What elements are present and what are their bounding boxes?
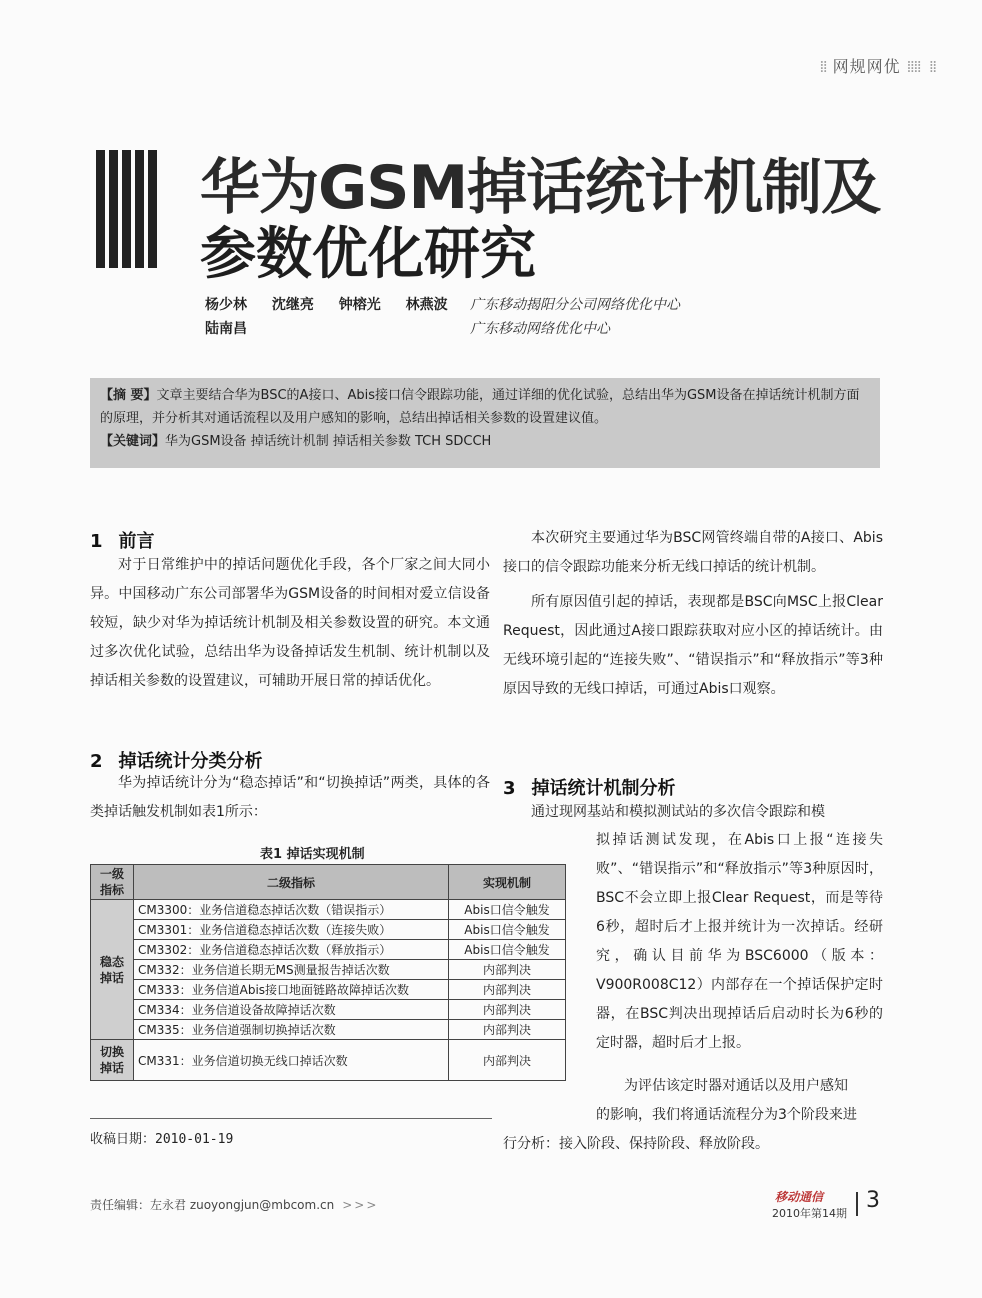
author-name: 杨少林 bbox=[205, 297, 247, 313]
page-number: 3 bbox=[866, 1188, 880, 1213]
author-name: 陆南昌 bbox=[205, 321, 247, 337]
table-row: 切换掉话 CM331：业务信道切换无线口掉话次数 内部判决 bbox=[91, 1040, 566, 1081]
editor-credit: 责任编辑：左永君 zuoyongjun@mbcom.cn >>> bbox=[90, 1198, 379, 1212]
table-header: 实现机制 bbox=[449, 865, 566, 900]
table-header: 一级指标 bbox=[91, 865, 134, 900]
section-3-body-2: 为评估该定时器对通话以及用户感知 的影响，我们将通话流程分为3个阶段来进 bbox=[596, 1078, 857, 1123]
group-cell: 切换掉话 bbox=[91, 1040, 134, 1081]
table-row: CM3301：业务信道稳态掉话次数（连接失败） Abis口信令触发 bbox=[91, 920, 566, 940]
affiliation-1: 广东移动揭阳分公司网络优化中心 bbox=[470, 297, 680, 313]
article-title-line1: 华为GSM掉话统计机制及 bbox=[200, 153, 881, 223]
table-row: CM3302：业务信道稳态掉话次数（释放指示） Abis口信令触发 bbox=[91, 940, 566, 960]
affiliations bbox=[470, 293, 680, 341]
abstract-text: 【摘 要】文章主要结合华为BSC的A接口、Abis接口信令跟踪功能，通过详细的优化试验，总结出华为GSM设备在掉话统计机制方面的原理，并分析其对通话流程以及用户感知的影响，总结出掉话相关参数的设置建议值。 bbox=[100, 388, 860, 426]
table-row: 稳态掉话 CM3300：业务信道稳态掉话次数（错误指示） Abis口信令触发 bbox=[91, 900, 566, 920]
group-cell: 稳态掉话 bbox=[91, 900, 134, 1040]
table-row: CM334：业务信道设备故障掉话次数 内部判决 bbox=[91, 1000, 566, 1020]
author-name: 沈继亮 bbox=[271, 297, 314, 313]
section-3-heading: 3 掉话统计机制分析 bbox=[503, 778, 676, 799]
author-list bbox=[205, 293, 468, 341]
section-2-heading: 2 掉话统计分类分析 bbox=[90, 751, 263, 772]
section-3-lead: 通过现网基站和模拟测试站的多次信令跟踪和模 bbox=[531, 804, 825, 820]
section-3-body-3: 行分析：接入阶段、保持阶段、释放阶段。 bbox=[503, 1136, 769, 1152]
title-decor-bars bbox=[96, 150, 186, 270]
journal-logo: 移动通信 bbox=[775, 1190, 824, 1204]
section-1-heading: 1 前言 bbox=[90, 531, 155, 552]
decor-dots-left: ⁞⁞ bbox=[819, 57, 827, 76]
keywords: 【关键词】华为GSM设备 掉话统计机制 掉话相关参数 TCH SDCCH bbox=[100, 434, 492, 449]
issue-info: 2010年第14期 bbox=[772, 1207, 847, 1220]
table-drop-mechanism bbox=[90, 864, 566, 1081]
author-name: 钟榕光 bbox=[338, 297, 381, 313]
footnote-rule bbox=[90, 1118, 492, 1119]
table-caption: 表1 掉话实现机制 bbox=[260, 847, 365, 862]
table-header: 二级指标 bbox=[134, 865, 449, 900]
section-tag bbox=[820, 54, 936, 77]
received-date: 收稿日期：2010-01-19 bbox=[90, 1132, 234, 1147]
section-2-body: 华为掉话统计分为“稳态掉话”和“切换掉话”两类，具体的各类掉话触发机制如表1所示： bbox=[90, 775, 490, 820]
table-row: CM335：业务信道强制切换掉话次数 内部判决 bbox=[91, 1020, 566, 1040]
abstract-box bbox=[90, 378, 880, 468]
section-1-body: 对于日常维护中的掉话问题优化手段，各个厂家之间大同小异。中国移动广东公司部署华为GSM设备的时间相对爱立信设备较短，缺少对华为掉话统计机制及相关参数设置的研究。本文通过多次优化试验，总结出华为设备掉话发生机制、统计机制以及掉话相关参数的设置建议，可辅助开展日常的掉话优化。 bbox=[90, 557, 490, 689]
right-column-body: 本次研究主要通过华为BSC网管终端自带的A接口、Abis接口的信令跟踪功能来分析无线口掉话的统计机制。 所有原因值引起的掉话，表现都是BSC向MSC上报Clear Request，因此通过A接口跟踪获取对应小区的掉话统计。由无线环境引起的“连接失败”、“错误指示”和“释放指示”等3种原因导致的无线口掉话，可通过Abis口观察。 bbox=[503, 530, 883, 697]
table-row: CM332：业务信道长期无MS测量报告掉话次数 内部判决 bbox=[91, 960, 566, 980]
section-3-body: 拟掉话测试发现，在Abis口上报“连接失败”、“错误指示”和“释放指示”等3种原因时，BSC不会立即上报Clear Request，而是等待6秒，超时后才上报并统计为一次掉话。经研究，确认目前华为BSC6000（版本：V900R008C12）内部存在一个掉话保护定时器，在BSC判决出现掉话后启动时长为6秒的定时器，超时后才上报。 bbox=[596, 832, 883, 1051]
page-divider bbox=[856, 1192, 858, 1216]
affiliation-2: 广东移动网络优化中心 bbox=[470, 321, 610, 337]
section-tag-text: 网规网优 bbox=[832, 57, 901, 76]
article-title-line2: 参数优化研究 bbox=[200, 222, 536, 287]
table-row: CM333：业务信道Abis接口地面链路故障掉话次数 内部判决 bbox=[91, 980, 566, 1000]
decor-dots-right: ⁞⁞⁞⁞ ⁞⁞ bbox=[906, 57, 936, 76]
chevrons-icon: >>> bbox=[342, 1198, 379, 1212]
author-name: 林燕波 bbox=[405, 297, 448, 313]
